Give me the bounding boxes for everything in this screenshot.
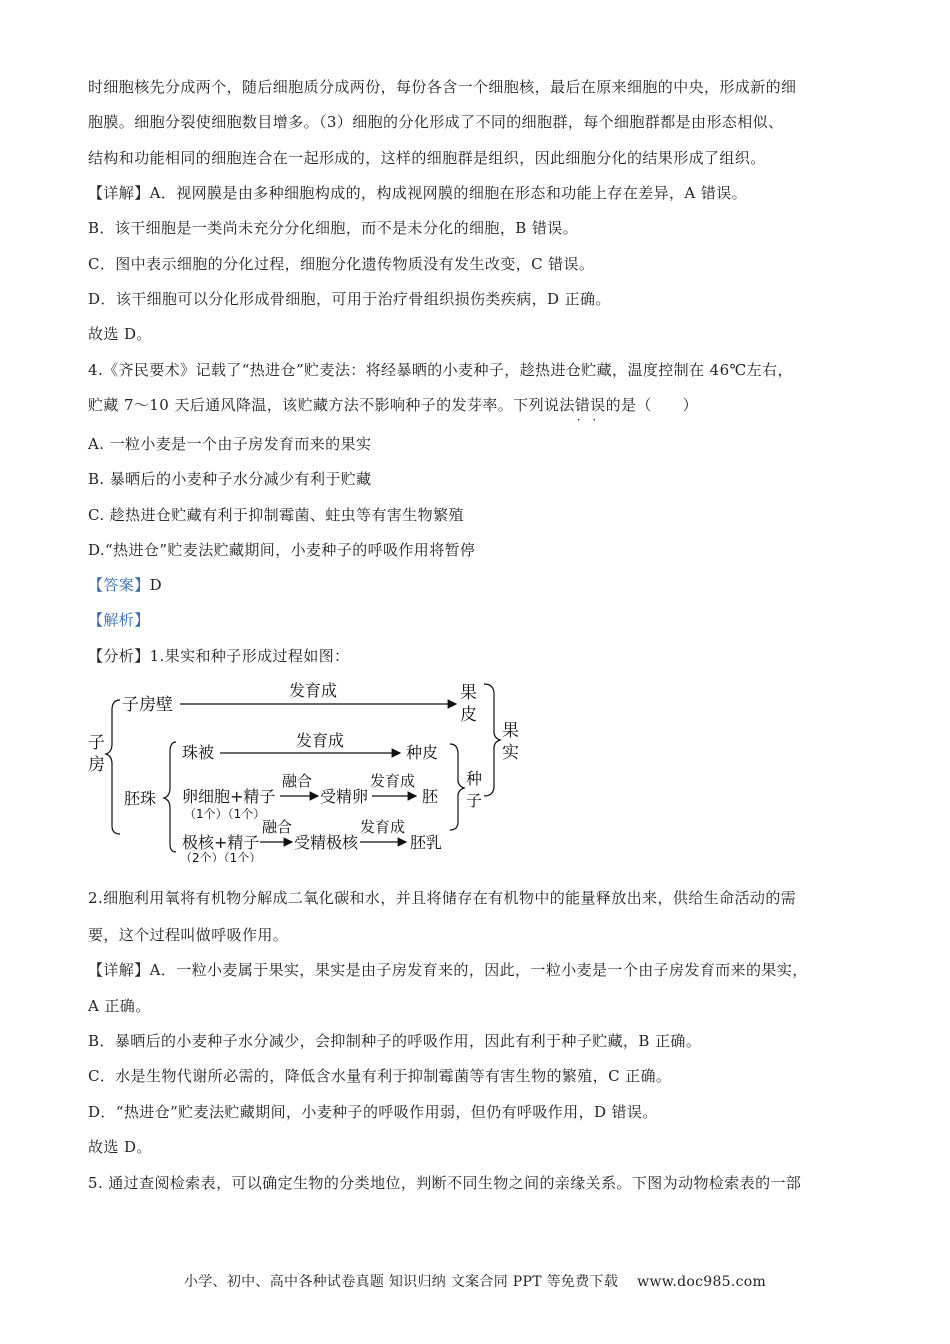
answer-value: D	[149, 576, 163, 594]
option-c: C. 趁热进仓贮藏有利于抑制霉菌、蛀虫等有害生物繁殖	[88, 506, 464, 524]
label-fayucheng-3: 发育成	[370, 772, 416, 790]
label-peiru: 胚乳	[410, 833, 443, 852]
brace-right-fruit	[484, 684, 500, 796]
brace-ovule	[164, 742, 176, 852]
answer-choice-line: 故选 D。	[88, 325, 152, 343]
detail-line: B．暴晒后的小麦种子水分减少，会抑制种子的呼吸作用，因此有利于种子贮藏，B 正确。	[88, 1032, 702, 1050]
label-luanxibao: 卵细胞+精子	[182, 787, 276, 806]
brace-left	[106, 700, 120, 834]
detail-line: C．水是生物代谢所必需的，降低含水量有利于抑制霉菌等有害生物的繁殖，C 正确。	[88, 1067, 672, 1085]
question-5-stem: 5. 通过查阅检索表，可以确定生物的分类地位，判断不同生物之间的亲缘关系。下图为动物检索表的一部	[88, 1174, 802, 1192]
fruit-seed-formation-diagram	[84, 676, 524, 862]
analysis-tag: 【解析】	[88, 611, 150, 629]
emphasis-text: 错误 · ·	[575, 396, 606, 414]
label-peizhu: 胚珠	[124, 789, 157, 808]
detail-line: D．“热进仓”贮麦法贮藏期间，小麦种子的呼吸作用弱，但仍有呼吸作用，D 错误。	[88, 1103, 658, 1121]
label-count-1: （1个）（1个）	[184, 807, 266, 821]
answer-choice-line: 故选 D。	[88, 1138, 152, 1156]
text-line: 时细胞核先分成两个，随后细胞质分成两份，每份各含一个细胞核，最后在原来细胞的中央，形成新的细	[88, 78, 797, 96]
label-pei: 胚	[422, 787, 439, 806]
label-zhubei: 珠被	[182, 743, 215, 762]
detail-line: D．该干细胞可以分化形成骨细胞，可用于治疗骨组织损伤类疾病，D 正确。	[88, 290, 611, 308]
text-line: 2.细胞利用氧将有机物分解成二氧化碳和水，并且将储存在有机物中的能量释放出来，供给生命活动的需	[88, 889, 797, 907]
question-4-stem: 4.《齐民要术》记载了“热进仓”贮麦法：将经暴晒的小麦种子，趁热进仓贮藏，温度控制在 46℃左右，	[88, 361, 793, 379]
label-fayucheng-4: 发育成	[360, 818, 406, 836]
label-zhongpi: 种皮	[406, 743, 439, 762]
detail-line: C．图中表示细胞的分化过程，细胞分化遗传物质没有发生改变，C 错误。	[88, 255, 595, 273]
detail-line: A 正确。	[88, 997, 151, 1015]
label-pi: 皮	[460, 705, 477, 725]
label-guo2: 果	[502, 721, 519, 741]
label-shoujingjihe: 受精极核	[294, 833, 359, 852]
text-line: 结构和功能相同的细胞连合在一起形成的，这样的细胞群是组织，因此细胞分化的结果形成了组织。	[88, 149, 766, 167]
option-b: B. 暴晒后的小麦种子水分减少有利于贮藏	[88, 470, 372, 488]
analysis-line: 【分析】1.果实和种子形成过程如图：	[88, 647, 350, 665]
detail-line: 【详解】A．视网膜是由多种细胞构成的，构成视网膜的细胞在形态和功能上存在差异，A 错误。	[88, 184, 748, 202]
label-zifang-2: 房	[88, 755, 105, 775]
text-line: 要，这个过程叫做呼吸作用。	[88, 926, 289, 944]
detail-line: 【详解】A．一粒小麦属于果实，果实是由子房发育来的，因此，一粒小麦是一个由子房发育而来的果实，	[88, 961, 808, 979]
text-line: 胞膜。细胞分裂使细胞数目增多。（3）细胞的分化形成了不同的细胞群，每个细胞群都是由形态相似、	[88, 113, 784, 131]
label-guo: 果	[460, 683, 477, 703]
label-jihe: 极核+精子	[182, 833, 260, 852]
brace-seed	[450, 744, 464, 830]
answer-tag: 【答案】	[88, 576, 150, 594]
stem-text: 贮藏 7～10 天后通风降温，该贮藏方法不影响种子的发芽率。下列说法	[88, 396, 575, 414]
label-shi: 实	[502, 743, 519, 763]
label-zifangbi: 子房壁	[122, 695, 173, 715]
label-ronghe-2: 融合	[262, 818, 293, 836]
answer-line	[88, 575, 162, 595]
label-ronghe-1: 融合	[282, 772, 313, 790]
label-zhong: 种	[466, 769, 483, 788]
page-footer: 小学、初中、高中各种试卷真题 知识归纳 文案合同 PPT 等免费下载 www.doc985.com	[183, 1274, 767, 1290]
option-d: D.“热进仓”贮麦法贮藏期间，小麦种子的呼吸作用将暂停	[88, 541, 476, 559]
question-4-stem-cont	[88, 395, 698, 415]
label-zi: 子	[466, 791, 483, 810]
label-count-2: （2个）（1个）	[180, 851, 262, 862]
label-fayucheng-2: 发育成	[296, 731, 345, 750]
option-a: A. 一粒小麦是一个由子房发育而来的果实	[88, 435, 372, 453]
label-shoujingluan: 受精卵	[320, 787, 369, 806]
label-fayucheng-1: 发育成	[289, 681, 338, 700]
label-zifang-1: 子	[88, 733, 105, 753]
detail-line: B．该干细胞是一类尚未充分分化细胞，而不是未分化的细胞，B 错误。	[88, 219, 579, 237]
stem-text: 的是（ ）	[605, 396, 698, 414]
